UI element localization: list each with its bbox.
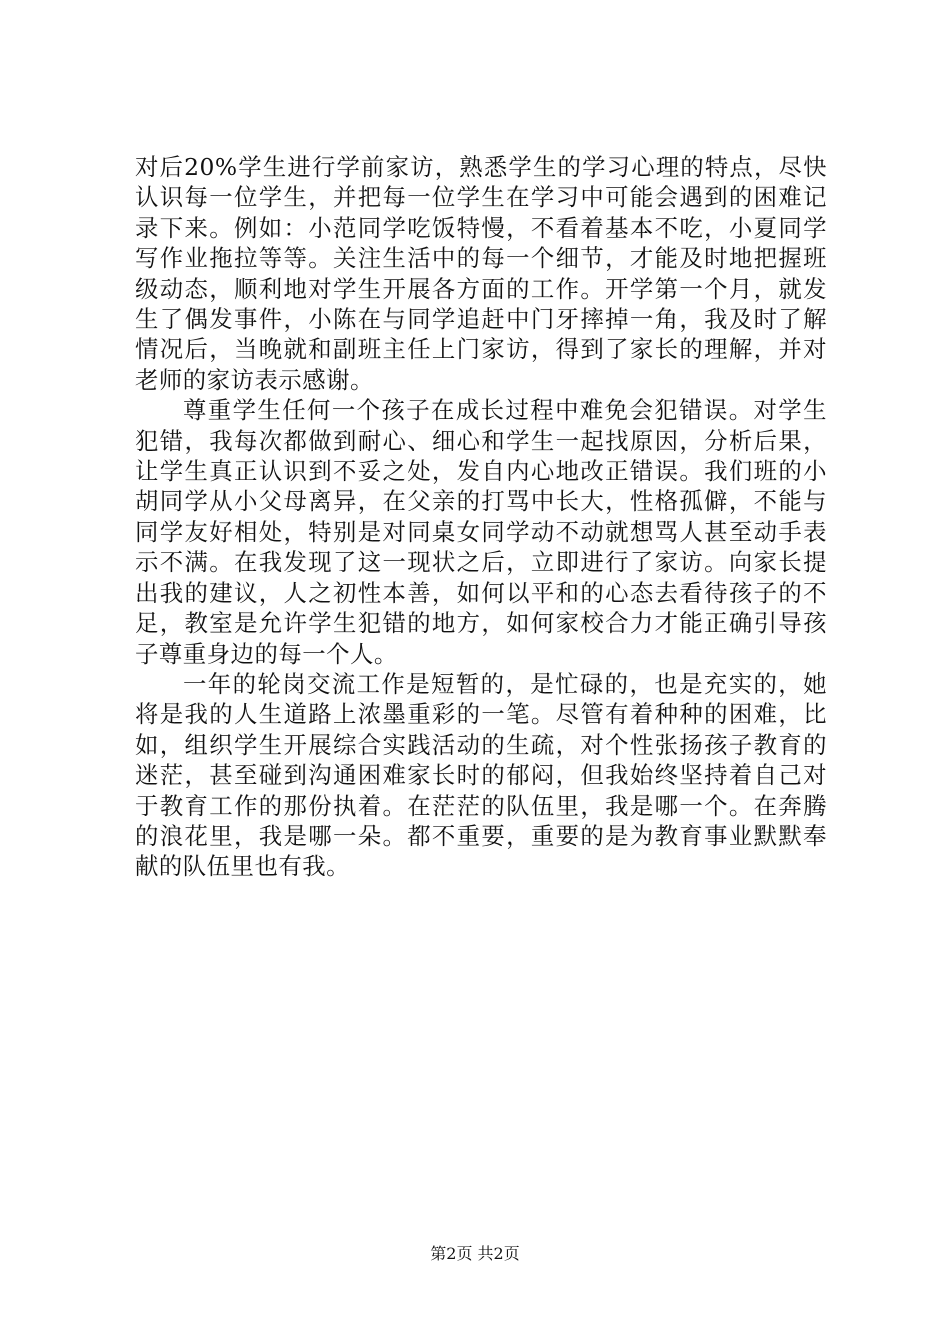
paragraph-3: 一年的轮岗交流工作是短暂的，是忙碌的，也是充实的，她将是我的人生道路上浓墨重彩的一笔。尽管有着种种的困难，比如，组织学生开展综合实践活动的生疏，对个性张扬孩子教育的迷茫，甚至碰到沟通困难家长时的郁闷，但我始终坚持着自己对于教育工作的那份执着。在茫茫的队伍里，我是哪一个。在奔腾的浪花里，我是哪一朵。都不重要，重要的是为教育事业默默奉献的队伍里也有我。 [135,669,827,881]
paragraph-2: 尊重学生任何一个孩子在成长过程中难免会犯错误。对学生犯错，我每次都做到耐心、细心和学生一起找原因，分析后果，让学生真正认识到不妥之处，发自内心地改正错误。我们班的小胡同学从小父母离异，在父亲的打骂中长大，性格孤僻，不能与同学友好相处，特别是对同桌女同学动不动就想骂人甚至动手表示不满。在我发现了这一现状之后，立即进行了家访。向家长提出我的建议，人之初性本善，如何以平和的心态去看待孩子的不足，教室是允许学生犯错的地方，如何家校合力才能正确引导孩子尊重身边的每一个人。 [135,396,827,668]
document-body [135,152,827,882]
paragraph-1: 对后20%学生进行学前家访，熟悉学生的学习心理的特点，尽快认识每一位学生，并把每一位学生在学习中可能会遇到的困难记录下来。例如：小范同学吃饭特慢，不看着基本不吃，小夏同学写作业拖拉等等。关注生活中的每一个细节，才能及时地把握班级动态，顺利地对学生开展各方面的工作。开学第一个月，就发生了偶发事件，小陈在与同学追赶中门牙摔掉一角，我及时了解情况后，当晚就和副班主任上门家访，得到了家长的理解，并对老师的家访表示感谢。 [135,153,827,394]
page-footer: 第2页 共2页 [430,1244,520,1263]
